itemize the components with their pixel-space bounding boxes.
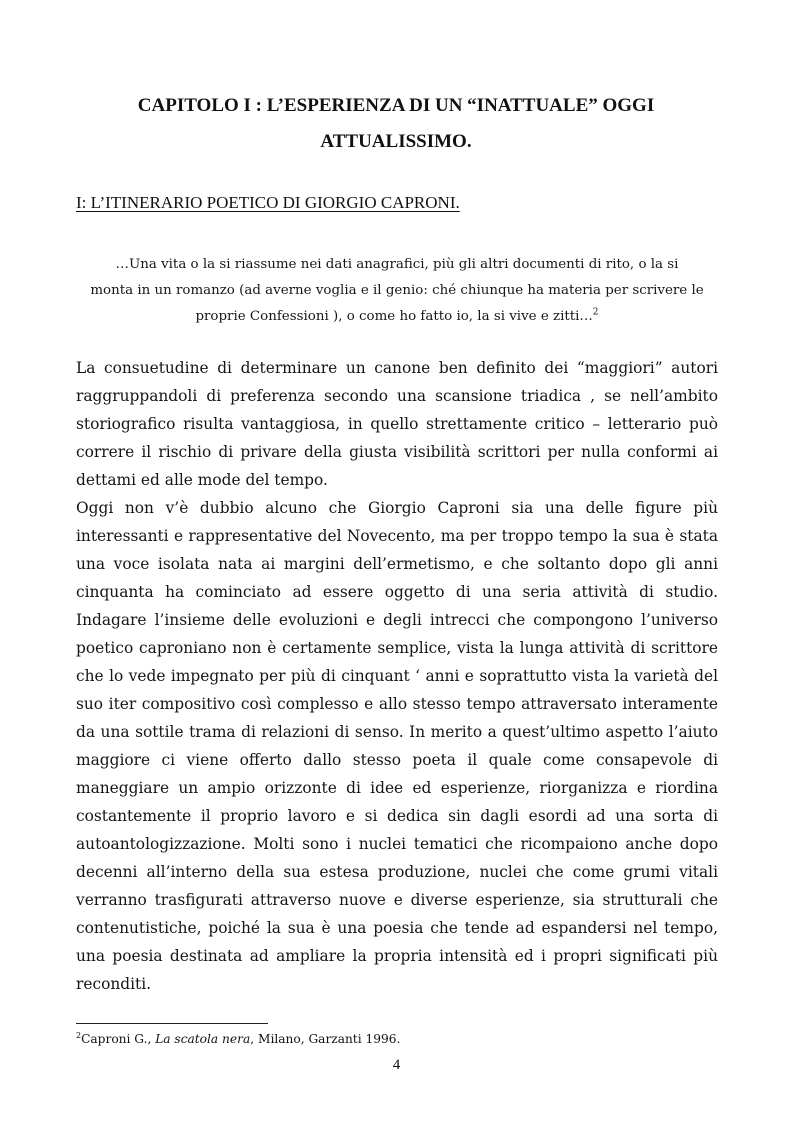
body-line: cinquanta ha cominciato ad essere oggetto di una seria attività di studio. xyxy=(76,583,718,601)
footnote-publication: , Milano, Garzanti 1996. xyxy=(250,1032,401,1046)
footnote-reference: 2 xyxy=(592,307,599,318)
footnote-author: Caproni G., xyxy=(81,1032,156,1046)
body-line: storiografico risulta vantaggiosa, in quello strettamente critico – letterario può xyxy=(76,415,718,433)
body-line: contenutistiche, poiché la sua è una poesia che tende ad espandersi nel tempo, xyxy=(76,919,718,937)
footnote-work-title: La scatola nera xyxy=(155,1032,251,1046)
footnote-divider xyxy=(76,1023,268,1024)
epigraph-line xyxy=(72,304,722,330)
body-line: che lo vede impegnato per più di cinquant ‘ anni e soprattutto vista la varietà del xyxy=(76,667,718,685)
chapter-title-line-2: ATTUALISSIMO. xyxy=(320,131,472,152)
body-line: reconditi. xyxy=(76,975,152,993)
body-line: autoantologizzazione. Molti sono i nuclei tematici che ricompaiono anche dopo xyxy=(76,835,718,853)
footnote-marker: 2 xyxy=(76,1030,82,1040)
section-heading: I: L’ITINERARIO POETICO DI GIORGIO CAPRONI. xyxy=(76,193,460,212)
body-line: Indagare l’insieme delle evoluzioni e degli intrecci che compongono l’universo xyxy=(76,611,718,629)
body-line: verranno trasfigurati attraverso nuove e diverse esperienze, sia strutturali che xyxy=(76,891,718,909)
body-line: Oggi non v’è dubbio alcuno che Giorgio Caproni sia una delle figure più xyxy=(76,499,718,517)
epigraph-quote xyxy=(72,252,722,330)
body-line: una voce isolata nata ai margini dell’ermetismo, e che soltanto dopo gli anni xyxy=(76,555,718,573)
chapter-title-line-1: CAPITOLO I : L’ESPERIENZA DI UN “INATTUALE” OGGI xyxy=(137,95,655,116)
body-line: dettami ed alle mode del tempo. xyxy=(76,471,328,489)
body-line: interessanti e rappresentative del Novecento, ma per troppo tempo la sua è stata xyxy=(76,527,718,545)
body-line: suo iter compositivo così complesso e allo stesso tempo attraversato interamente xyxy=(76,695,718,713)
body-line: raggruppandoli di preferenza secondo una scansione triadica , se nell’ambito xyxy=(76,387,718,405)
chapter-title xyxy=(76,88,716,160)
epigraph-line-text: proprie Confessioni ), o come ho fatto io, la si vive e zitti… xyxy=(195,309,593,324)
body-line: La consuetudine di determinare un canone ben definito dei “maggiori” autori xyxy=(76,359,718,377)
epigraph-line: monta in un romanzo (ad averne voglia e il genio: ché chiunque ha materia per scrivere le xyxy=(90,283,704,298)
body-line: maggiore ci viene offerto dallo stesso poeta il quale come consapevole di xyxy=(76,751,718,769)
body-line: da una sottile trama di relazioni di senso. In merito a quest’ultimo aspetto l’aiuto xyxy=(76,723,718,741)
body-line: decenni all’interno della sua estesa produzione, nuclei che come grumi vitali xyxy=(76,863,718,881)
page-number: 4 xyxy=(392,1057,401,1073)
epigraph-line: …Una vita o la si riassume nei dati anagrafici, più gli altri documenti di rito, o la si xyxy=(115,257,679,272)
body-line: una poesia destinata ad ampliare la propria intensità ed i propri significati più xyxy=(76,947,718,965)
body-line: maneggiare un ampio orizzonte di idee ed esperienze, riorganizza e riordina xyxy=(76,779,718,797)
body-line: costantemente il proprio lavoro e si dedica sin dagli esordi ad una sorta di xyxy=(76,807,718,825)
body-line: correre il rischio di privare della giusta visibilità scrittori per nulla conformi ai xyxy=(76,443,718,461)
body-line: poetico caproniano non è certamente semplice, vista la lunga attività di scrittore xyxy=(76,639,718,657)
footnote xyxy=(76,1031,400,1047)
body-paragraphs xyxy=(76,354,718,998)
